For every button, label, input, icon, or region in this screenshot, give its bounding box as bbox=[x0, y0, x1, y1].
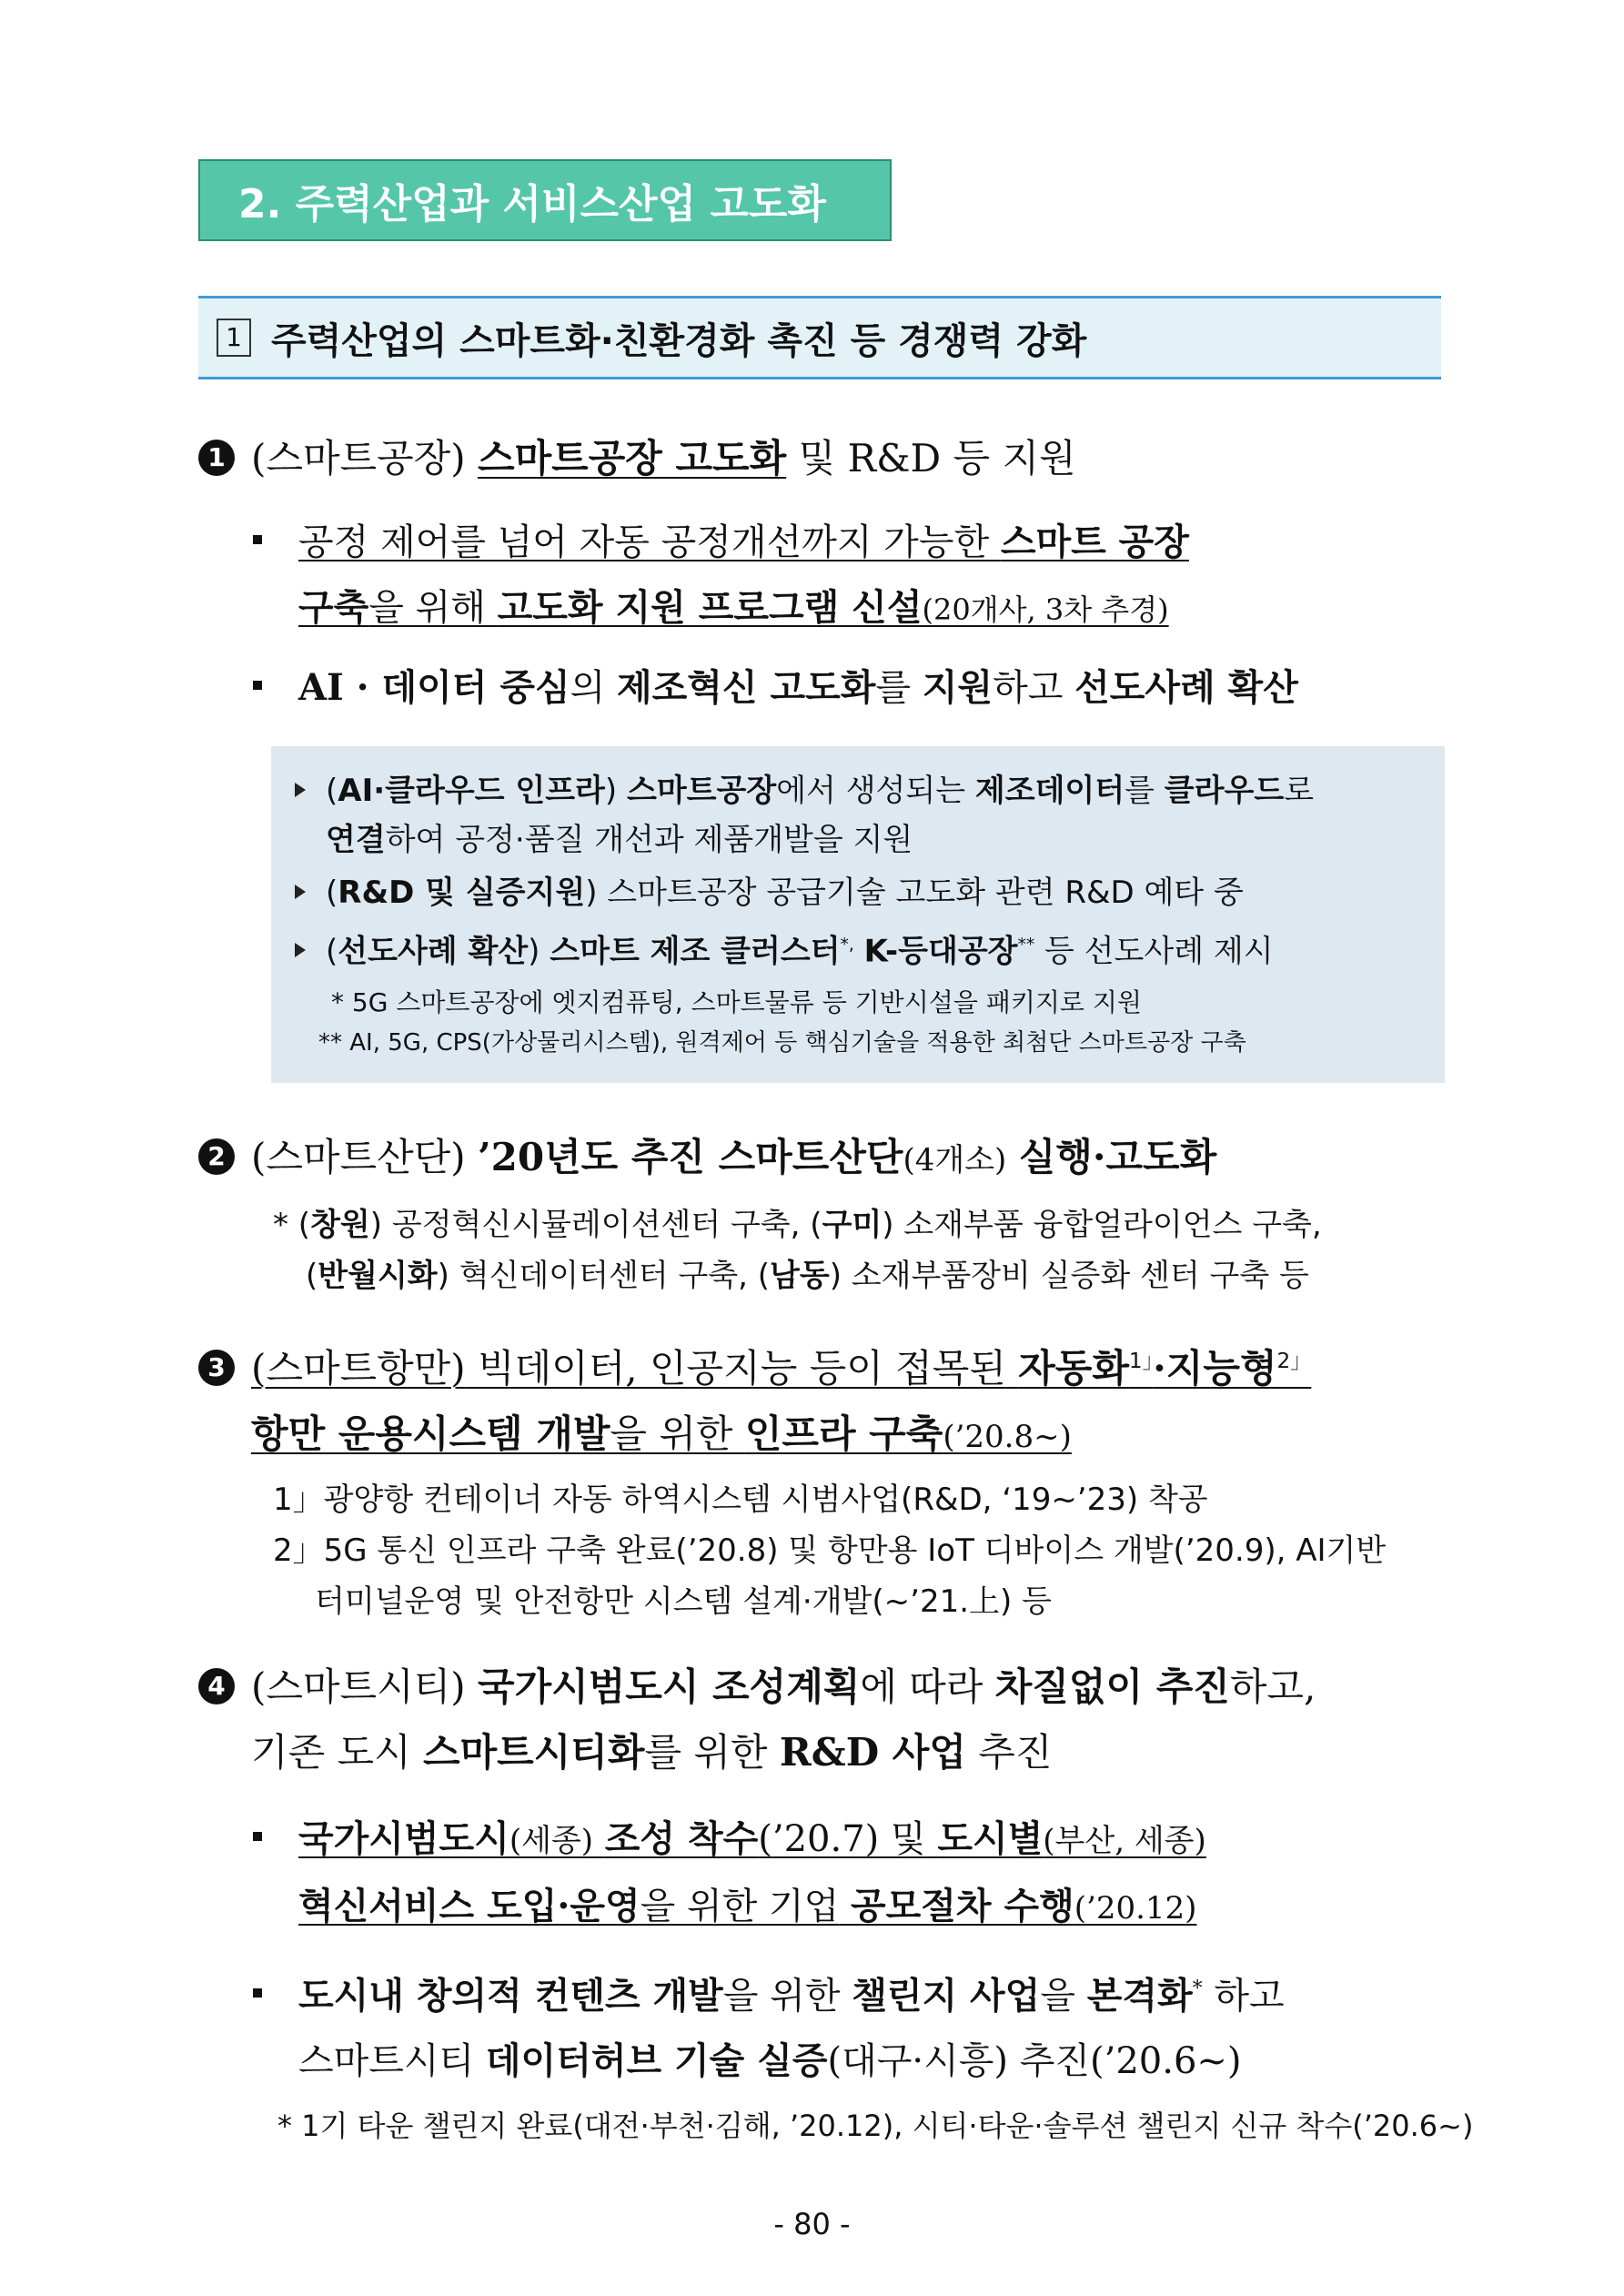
item2-notes: * (창원) 공정혁신시뮬레이션센터 구축, (구미) 소재부품 융합얼라이언스 구축, (반월시화) 혁신데이터센터 구축, (남동) 소재부품장비 실증화 센터 구축 등 bbox=[273, 1207, 1322, 1294]
box-row1: (AI·클라우드 인프라) 스마트공장에서 생성되는 제조데이터를 클라우드로 bbox=[295, 766, 1427, 815]
item4-heading: 4 (스마트시티) 국가시범도시 조성계획에 따라 차질없이 추진하고, 기존 도시 스마트시티화를 위한 R&D 사업 추진 bbox=[198, 1654, 1454, 1785]
item3-heading: 3 (스마트항만) 빅데이터, 인공지능 등이 접목된 자동화$^{1」}$·지능형$^{2」}$ 항만 운용시스템 개발을 위한 인프라 구축(’20.8~) bbox=[198, 1329, 1454, 1470]
item4-bullet2: 도시내 창의적 컨텐츠 개발을 위한 챌린지 사업을 본격화* 하고 스마트시티 데이터허브 기술 실증(대구·시흥) 추진(’20.6~) bbox=[253, 1957, 1445, 2094]
page-number: - 80 - bbox=[773, 2207, 851, 2241]
item1-bullet1: 공정 제어를 넘어 자동 공정개선까지 가능한 스마트 공장 구축을 위해 고도화 지원 프로그램 신설(20개사, 3차 추경) bbox=[253, 510, 1445, 642]
item2-marker: 2 bbox=[198, 1138, 235, 1175]
item1-detail-box bbox=[271, 746, 1445, 1083]
item3-marker: 3 bbox=[198, 1350, 235, 1386]
section-title: 2. 주력산업과 서비스산업 고도화 bbox=[198, 159, 892, 241]
item3-notes: 1」광양항 컨테이너 자동 하역시스템 시범사업(R&D, ‘19~’23) 착공 2」5G 통신 인프라 구축 완료(’20.8) 및 항만용 IoT 디바이스 개발(’20.9), AI기반 터미널운영 및 안전항만 시스템 설계·개발(~’21.上) 등 bbox=[273, 1482, 1387, 1620]
item1-bullet2: AI · 데이터 중심의 제조혁신 고도화를 지원하고 선도사례 확산 bbox=[253, 655, 1445, 721]
box-note1: * 5G 스마트공장에 엣지컴퓨팅, 스마트물류 등 기반시설을 패키지로 지원 bbox=[331, 987, 1142, 1018]
box-row3: (R&D 및 실증지원) 스마트공장 공급기술 고도화 관련 R&D 예타 중 bbox=[295, 868, 1427, 917]
item2-heading: 2 (스마트산단) ’20년도 추진 스마트산단(4개소) 실행·고도화 bbox=[198, 1125, 1454, 1193]
box-row4: (선도사례 확산) 스마트 제조 클러스터*, K-등대공장** 등 선도사례 제시 bbox=[295, 921, 1427, 976]
item1-heading: 1 (스마트공장) 스마트공장 고도화 및 R&D 등 지원 bbox=[198, 426, 1454, 491]
item4-marker: 4 bbox=[198, 1668, 235, 1704]
box-row2: 연결하여 공정·품질 개선과 제품개발을 지원 bbox=[326, 822, 913, 858]
subsection-title: 주력산업의 스마트화·친환경화 촉진 등 경쟁력 강화 bbox=[271, 319, 1087, 362]
item4-bullet1: 국가시범도시(세종) 조성 착수(’20.7) 및 도시별(부산, 세종) 혁신서비스 도입·운영을 위한 기업 공모절차 수행(’20.12) bbox=[253, 1806, 1445, 1941]
subsection-number: 1 bbox=[217, 319, 251, 357]
item4-note: * 1기 타운 챌린지 완료(대전·부천·김해, ’20.12), 시티·타운·솔루션 챌린지 신규 착수(’20.6~) bbox=[277, 2109, 1474, 2143]
box-note2: ** AI, 5G, CPS(가상물리시스템), 원격제어 등 핵심기술을 적용한 최첨단 스마트공장 구축 bbox=[318, 1029, 1246, 1057]
subsection-header bbox=[198, 296, 1441, 379]
item1-marker: 1 bbox=[198, 440, 235, 476]
